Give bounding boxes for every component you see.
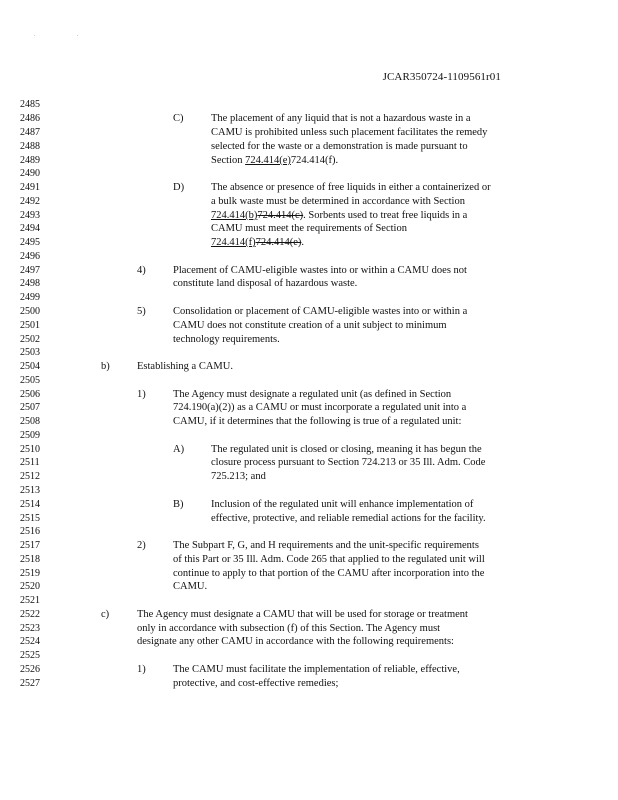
section-label: c) — [101, 609, 110, 620]
line-number: 2522 — [20, 609, 40, 620]
subsection-label: 4) — [137, 265, 146, 276]
line-number: 2510 — [20, 444, 40, 455]
text-line: CAMU is prohibited unless such placement facilitates the remedy — [211, 127, 488, 138]
text-line: 725.213; and — [211, 471, 266, 482]
deleted-text: 724.414(e) — [255, 237, 302, 248]
line-number: 2511 — [20, 457, 40, 468]
text-line: of this Part or 35 Ill. Adm. Code 265 that applied to the regulated unit will — [173, 554, 485, 565]
text-line — [211, 236, 304, 250]
line-number: 2505 — [20, 375, 40, 386]
text-line: The placement of any liquid that is not a hazardous waste in a — [211, 113, 471, 124]
text-line: Consolidation or placement of CAMU-eligible wastes into or within a — [173, 306, 468, 317]
line-number: 2501 — [20, 320, 40, 331]
subsection-label: D) — [173, 182, 185, 193]
line-number: 2492 — [20, 196, 40, 207]
line-number: 2525 — [20, 650, 40, 661]
text-line: The Subpart F, G, and H requirements and the unit-specific requirements — [173, 540, 479, 551]
text-fragment: . — [301, 237, 305, 248]
inserted-text: 724.414(b) — [211, 210, 258, 221]
document-id-header: JCAR350724-1109561r01 — [382, 71, 501, 83]
text-line: The regulated unit is closed or closing, meaning it has begun the — [211, 444, 482, 455]
subsection-label: 5) — [137, 306, 146, 317]
line-number: 2489 — [20, 155, 40, 166]
line-number: 2523 — [20, 623, 40, 634]
line-number: 2506 — [20, 389, 40, 400]
line-number: 2521 — [20, 595, 40, 606]
text-line: a bulk waste must be determined in accordance with Section — [211, 196, 465, 207]
line-number: 2500 — [20, 306, 40, 317]
line-number: 2493 — [20, 210, 40, 221]
line-number: 2496 — [20, 251, 40, 262]
text-line: 724.190(a)(2)) as a CAMU or must incorporate a regulated unit into a — [173, 402, 467, 413]
subsection-label: 1) — [137, 664, 146, 675]
text-line: only in accordance with subsection (f) of this Section. The Agency must — [137, 623, 441, 634]
line-number: 2526 — [20, 664, 40, 675]
text-line: The CAMU must facilitate the implementation of reliable, effective, — [173, 664, 460, 675]
text-line: CAMU does not constitute creation of a unit subject to minimum — [173, 320, 447, 331]
deleted-text: 724.414(c) — [257, 210, 304, 221]
line-number: 2527 — [20, 678, 40, 689]
text-line — [211, 209, 467, 223]
line-number: 2514 — [20, 499, 40, 510]
line-number: 2508 — [20, 416, 40, 427]
scan-specks: . . — [34, 32, 99, 38]
line-number: 2517 — [20, 540, 40, 551]
line-number: 2498 — [20, 278, 40, 289]
line-number: 2490 — [20, 168, 40, 179]
text-line: The absence or presence of free liquids in either a containerized or — [211, 182, 491, 193]
line-number: 2503 — [20, 347, 40, 358]
line-number: 2486 — [20, 113, 40, 124]
text-line: continue to apply to that portion of the CAMU after incorporation into the — [173, 568, 485, 579]
subsection-label: B) — [173, 499, 184, 510]
line-number: 2524 — [20, 636, 40, 647]
subsection-label: C) — [173, 113, 184, 124]
text-fragment: 724.414(f). — [290, 155, 339, 166]
text-line: CAMU, if it determines that the following is true of a regulated unit: — [173, 416, 462, 427]
line-number: 2499 — [20, 292, 40, 303]
line-number: 2512 — [20, 471, 40, 482]
text-fragment: Section — [211, 155, 246, 166]
line-number: 2494 — [20, 223, 40, 234]
line-number: 2495 — [20, 237, 40, 248]
line-number: 2513 — [20, 485, 40, 496]
subsection-label: 2) — [137, 540, 146, 551]
text-fragment: . Sorbents used to treat free liquids in a — [303, 210, 468, 221]
text-line: Inclusion of the regulated unit will enhance implementation of — [211, 499, 474, 510]
line-number: 2487 — [20, 127, 40, 138]
line-number: 2507 — [20, 402, 40, 413]
text-line: CAMU must meet the requirements of Section — [211, 223, 407, 234]
text-line — [211, 154, 338, 168]
text-line: Placement of CAMU-eligible wastes into or within a CAMU does not — [173, 265, 467, 276]
line-number: 2516 — [20, 526, 40, 537]
text-line: effective, protective, and reliable remedial actions for the facility. — [211, 513, 486, 524]
line-number: 2491 — [20, 182, 40, 193]
line-number: 2518 — [20, 554, 40, 565]
inserted-text: 724.414(f) — [211, 237, 256, 248]
text-line: CAMU. — [173, 581, 208, 592]
line-number: 2488 — [20, 141, 40, 152]
text-line: The Agency must designate a regulated unit (as defined in Section — [173, 389, 452, 400]
line-number: 2497 — [20, 265, 40, 276]
text-line: protective, and cost-effective remedies; — [173, 678, 339, 689]
line-number: 2509 — [20, 430, 40, 441]
section-heading: Establishing a CAMU. — [137, 361, 233, 372]
inserted-text: 724.414(e) — [245, 155, 291, 166]
subsection-label: A) — [173, 444, 185, 455]
text-line: technology requirements. — [173, 334, 280, 345]
text-line: selected for the waste or a demonstration is made pursuant to — [211, 141, 468, 152]
line-number: 2485 — [20, 99, 40, 110]
line-number: 2515 — [20, 513, 40, 524]
subsection-label: 1) — [137, 389, 146, 400]
text-line: closure process pursuant to Section 724.213 or 35 Ill. Adm. Code — [211, 457, 486, 468]
text-line: constitute land disposal of hazardous waste. — [173, 278, 358, 289]
line-number: 2504 — [20, 361, 40, 372]
section-label: b) — [101, 361, 110, 372]
line-number: 2502 — [20, 334, 40, 345]
text-line: The Agency must designate a CAMU that will be used for storage or treatment — [137, 609, 468, 620]
text-line: designate any other CAMU in accordance with the following requirements: — [137, 636, 454, 647]
line-number: 2520 — [20, 581, 40, 592]
line-number: 2519 — [20, 568, 40, 579]
